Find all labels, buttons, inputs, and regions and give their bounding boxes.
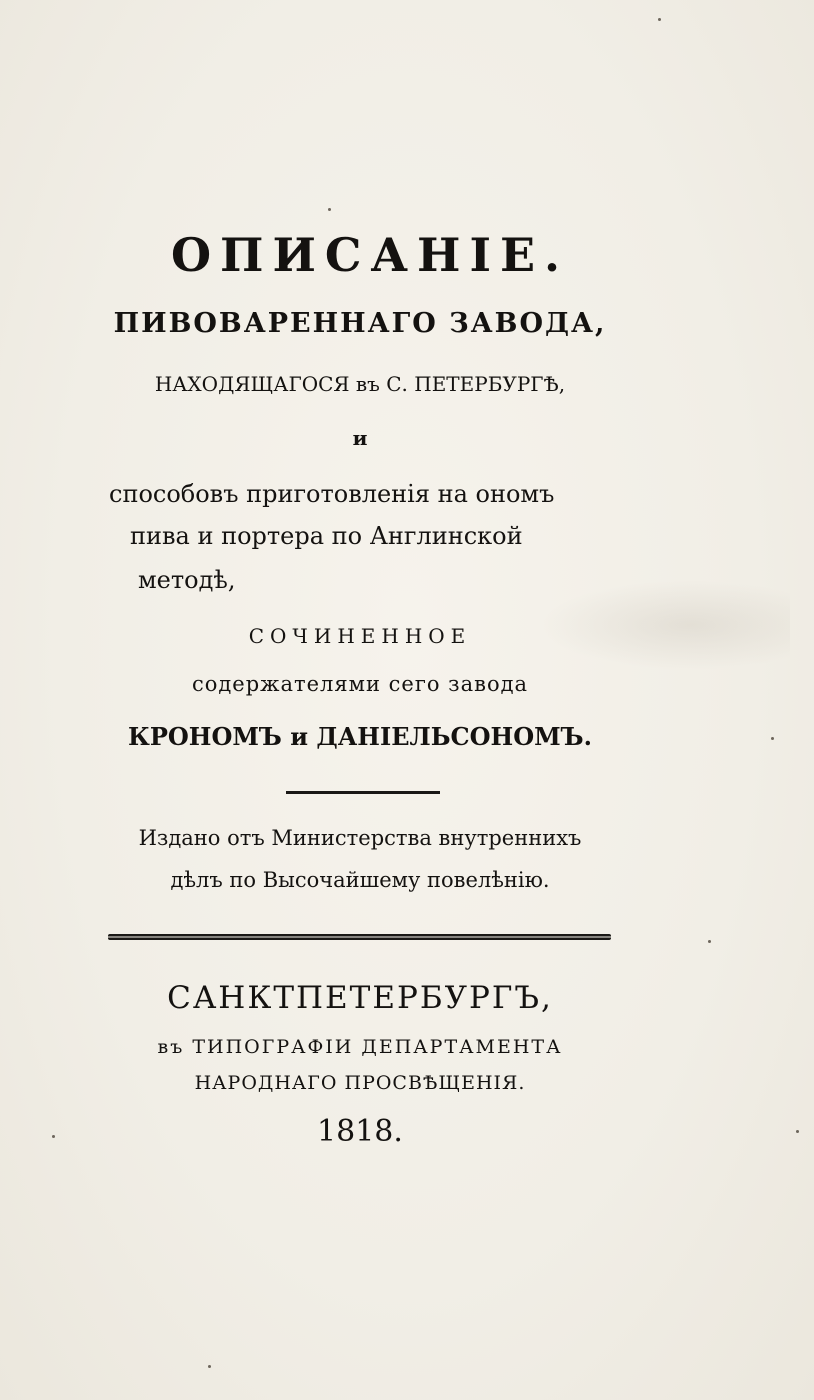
composed-line: СОЧИНЕННОЕ — [248, 624, 472, 648]
description-line-3: методѣ, — [138, 566, 236, 594]
short-divider-rule — [286, 791, 440, 794]
authors-line: КРОНОМЪ и ДАНІЕЛЬСОНОМЪ. — [128, 722, 592, 751]
paper-speck — [796, 1130, 799, 1133]
keepers-line: содержателями сего завода — [191, 672, 529, 696]
imprint-year: 1818. — [317, 1114, 403, 1149]
paper-speck — [708, 940, 711, 943]
long-divider-rule — [108, 934, 611, 940]
paper-speck — [328, 208, 331, 211]
imprint-city: САНКТПЕТЕРБУРГЪ, — [167, 980, 553, 1016]
imprint-press-line-2: НАРОДНАГО ПРОСВѢЩЕНІЯ. — [194, 1072, 526, 1094]
book-subtitle: ПИВОВАРЕННАГО ЗАВОДА, — [113, 308, 607, 339]
description-line-1: способовъ приготовленія на ономъ — [109, 480, 555, 508]
paper-speck — [658, 18, 661, 21]
description-line-2: пива и портера по Англинской — [130, 522, 523, 550]
paper-speck — [771, 737, 774, 740]
conjunction-line: и — [352, 426, 368, 450]
book-title: ОПИСАНІЕ. — [170, 228, 570, 282]
location-line: НАХОДЯЩАГОСЯ въ С. ПЕТЕРБУРГѢ, — [154, 372, 566, 396]
paper-speck — [52, 1135, 55, 1138]
imprint-press-line-1: въ ТИПОГРАФІИ ДЕПАРТАМЕНТА — [157, 1036, 563, 1058]
paper-speck — [208, 1365, 211, 1368]
publication-line-2: дѣлъ по Высочайшему повелѣнію. — [170, 868, 550, 892]
publication-line-1: Издано отъ Министерства внутреннихъ — [138, 826, 582, 850]
